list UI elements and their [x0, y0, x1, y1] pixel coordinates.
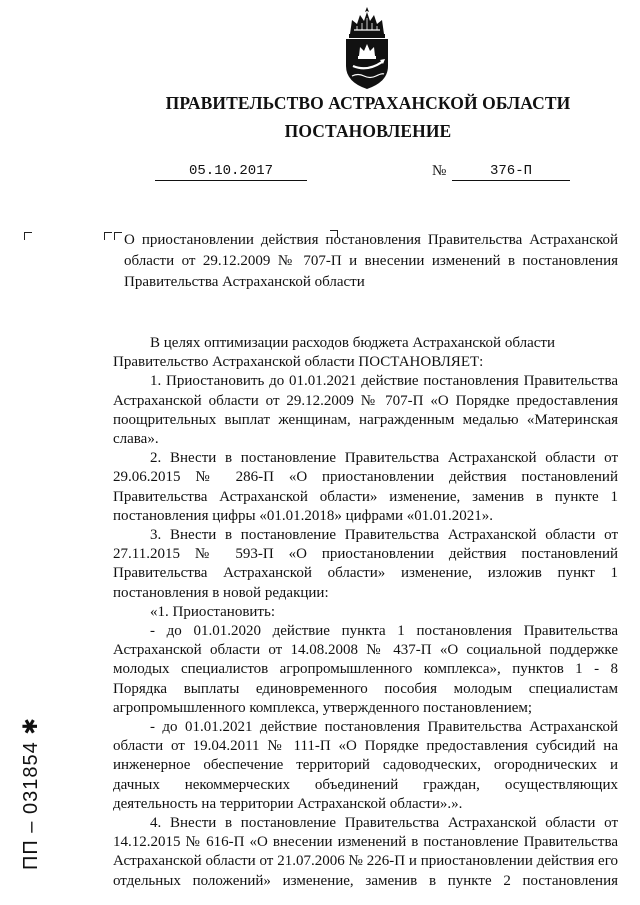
paragraph-item-4: 4. Внести в постановление Правительства Астраханской области от 14.12.2015 № 616-П «О внесении изменений в постановление Правительства Астраханской области от 21.07.2006 № 226-П и приостановлении действия его отдельных положений» изменение, заменив в пункте 2 постановления — [113, 815, 618, 889]
paragraph-item-3: 3. Внести в постановление Правительства Астраханской области от 27.11.2015 № 593-П «О приостановлении действия постановлений Правительства Астраханской области» изменение, изложив пункт 1 постановления в новой редакции: — [113, 527, 618, 601]
corner-mark-mid — [104, 232, 112, 240]
corner-mark-left — [24, 232, 32, 240]
document-number: 376-П — [452, 162, 570, 181]
document-subject: О приостановлении действия постановления Правительства Астраханской области от 29.12.2009 № 707-П и внесении изменений в постановления Правительства Астраханской области — [124, 232, 618, 290]
document-header — [0, 90, 640, 146]
document-type: ПОСТАНОВЛЕНИЕ — [284, 121, 452, 141]
document-date: 05.10.2017 — [155, 162, 307, 181]
paragraph-quote-start: «1. Приостановить: — [150, 603, 275, 620]
paragraph-item-1: 1. Приостановить до 01.01.2021 действие постановления Правительства Астраханской области от 29.12.2009 № 707-П «О Порядке предоставления поощрительных выплат женщинам, награжденным медалью «Материнская слава». — [113, 373, 618, 448]
paragraph-resolves: Правительство Астраханской области ПОСТАНОВЛЯЕТ: — [113, 354, 484, 371]
document-body — [113, 334, 618, 891]
organization-name: ПРАВИТЕЛЬСТВО АСТРАХАНСКОЙ ОБЛАСТИ — [165, 93, 571, 113]
registration-number: ПП – 031854 ✱ — [20, 716, 42, 870]
paragraph-item-2: 2. Внести в постановление Правительства Астраханской области от 29.06.2015 № 286-П «О приостановлении действия постановлений Правительства Астраханской области» изменение, заменив в пункте 1 постановления цифры «01.01.2018» цифрами «01.01.2021». — [113, 450, 618, 524]
coat-of-arms-icon — [340, 6, 394, 90]
corner-mark-mid-2 — [114, 232, 122, 240]
paragraph-quote-dash-2: - до 01.01.2021 действие постановления Правительства Астраханской области от 19.04.2011 № 111-П «О Порядке предоставления субсидий на инженерное обеспечение территорий садоводческих, огороднических и дачных некоммерческих объединений граждан, осуществляющих деятельность на территории Астраханской области».». — [113, 719, 618, 812]
paragraph-quote-dash-1: - до 01.01.2020 действие пункта 1 постановления Правительства Астраханской области от 14.08.2008 № 437-П «О социальной поддержке молодых специалистов агропромышленного комплекса», пунктов 1 - 8 Порядка выплаты единовременного пособия молодым специалистам агропромышленного комплекса, утвержденного постановлением; — [113, 623, 618, 716]
number-sign: № — [432, 163, 447, 179]
paragraph-preamble: В целях оптимизации расходов бюджета Астраханской области — [150, 335, 555, 351]
